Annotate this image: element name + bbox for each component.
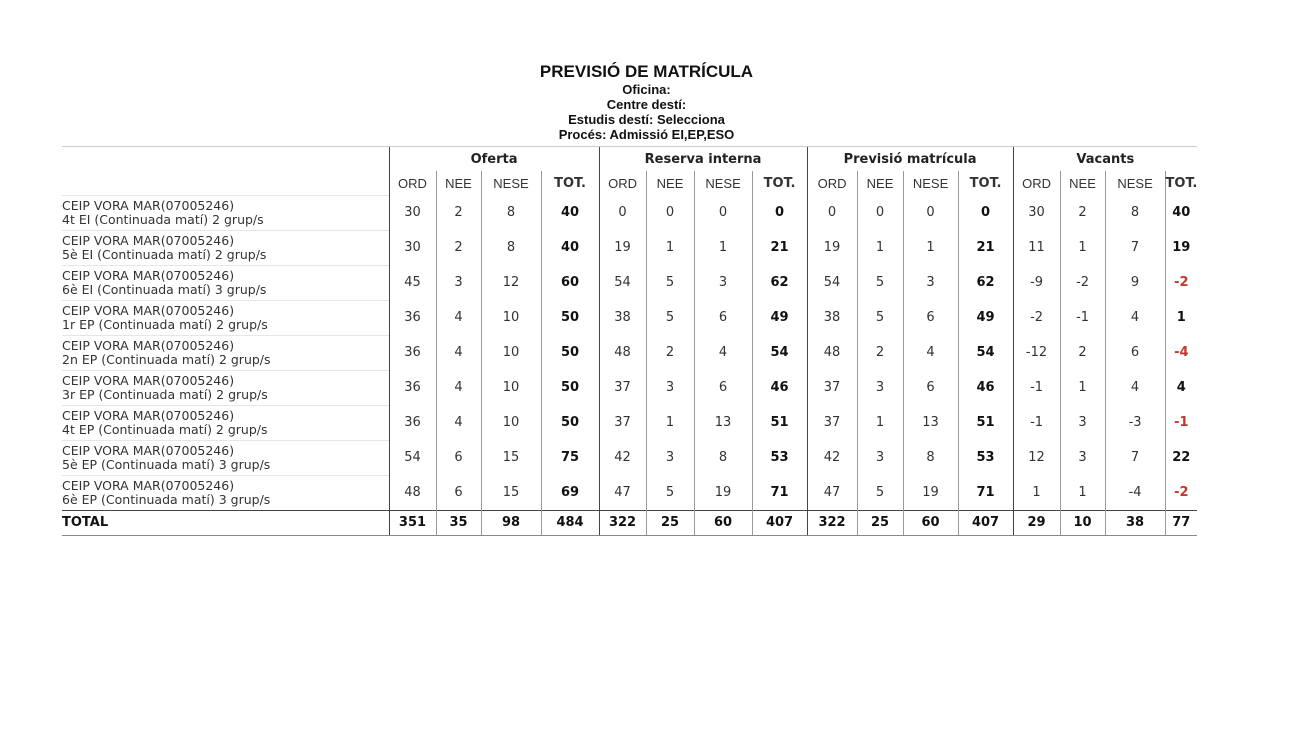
cell-vacants-tot: 4 <box>1165 370 1197 405</box>
cell-oferta-nese: 15 <box>481 440 541 475</box>
cell-reserva-interna-ord: 37 <box>599 370 646 405</box>
cell-previsio-matricula-ord: 38 <box>807 300 857 335</box>
table-row <box>62 405 1197 440</box>
cell-previsio-matricula-nee: 5 <box>857 475 903 510</box>
cell-reserva-interna-nee: 5 <box>646 475 694 510</box>
row-school-name: CEIP VORA MAR(07005246) <box>62 232 235 248</box>
cell-previsio-matricula-ord: 19 <box>807 230 857 265</box>
cell-previsio-matricula-nee: 0 <box>857 195 903 230</box>
proces-label: Procés: Admissió EI,EP,ESO <box>558 127 735 142</box>
cell-oferta-nee: 3 <box>436 265 481 300</box>
column-header-reserva-interna-nese: NESE <box>694 171 752 195</box>
table-row <box>62 265 1197 300</box>
total-row <box>62 510 1197 535</box>
cell-previsio-matricula-nese: 13 <box>903 405 958 440</box>
cell-oferta-nese: 98 <box>481 510 541 535</box>
group-header-vacants: Vacants <box>1013 147 1197 172</box>
row-label <box>62 405 389 440</box>
cell-oferta-ord: 36 <box>389 300 436 335</box>
column-header-vacants-tot: TOT. <box>1165 171 1197 195</box>
row-label <box>62 195 389 230</box>
cell-vacants-tot: -4 <box>1165 335 1197 370</box>
cell-oferta-nese: 10 <box>481 300 541 335</box>
row-course-description: 1r EP (Continuada matí) 2 grup/s <box>62 316 268 332</box>
column-header-oferta-nese: NESE <box>481 171 541 195</box>
cell-oferta-ord: 45 <box>389 265 436 300</box>
table-row <box>62 300 1197 335</box>
cell-previsio-matricula-tot: 53 <box>958 440 1013 475</box>
row-school-name: CEIP VORA MAR(07005246) <box>62 197 235 213</box>
cell-previsio-matricula-tot: 51 <box>958 405 1013 440</box>
cell-reserva-interna-tot: 62 <box>752 265 807 300</box>
cell-previsio-matricula-ord: 54 <box>807 265 857 300</box>
row-label <box>62 335 389 370</box>
cell-oferta-nese: 10 <box>481 370 541 405</box>
row-label <box>62 440 389 475</box>
cell-previsio-matricula-nee: 2 <box>857 335 903 370</box>
cell-vacants-tot: 77 <box>1165 510 1197 535</box>
column-header-previsio-matricula-ord: ORD <box>807 171 857 195</box>
cell-oferta-ord: 351 <box>389 510 436 535</box>
cell-previsio-matricula-tot: 71 <box>958 475 1013 510</box>
cell-reserva-interna-ord: 54 <box>599 265 646 300</box>
cell-previsio-matricula-nee: 1 <box>857 230 903 265</box>
cell-oferta-nee: 4 <box>436 335 481 370</box>
cell-oferta-ord: 36 <box>389 370 436 405</box>
cell-reserva-interna-ord: 19 <box>599 230 646 265</box>
cell-oferta-tot: 50 <box>541 370 599 405</box>
column-header-reserva-interna-ord: ORD <box>599 171 646 195</box>
column-header-vacants-nee: NEE <box>1060 171 1105 195</box>
cell-previsio-matricula-tot: 54 <box>958 335 1013 370</box>
cell-oferta-nese: 10 <box>481 335 541 370</box>
column-header-oferta-tot: TOT. <box>541 171 599 195</box>
cell-previsio-matricula-ord: 48 <box>807 335 857 370</box>
cell-previsio-matricula-nese: 6 <box>903 300 958 335</box>
cell-vacants-ord: -12 <box>1013 335 1060 370</box>
cell-previsio-matricula-nee: 3 <box>857 370 903 405</box>
column-header-vacants-ord: ORD <box>1013 171 1060 195</box>
cell-vacants-nese: -3 <box>1105 405 1165 440</box>
report-header <box>0 62 1293 142</box>
table-row <box>62 230 1197 265</box>
row-school-name: CEIP VORA MAR(07005246) <box>62 477 235 493</box>
cell-reserva-interna-nese: 19 <box>694 475 752 510</box>
cell-reserva-interna-ord: 322 <box>599 510 646 535</box>
cell-vacants-nese: 7 <box>1105 440 1165 475</box>
cell-vacants-nee: 10 <box>1060 510 1105 535</box>
cell-oferta-tot: 50 <box>541 335 599 370</box>
estudis-label: Estudis destí: Selecciona <box>568 112 725 127</box>
cell-vacants-ord: -9 <box>1013 265 1060 300</box>
row-course-description: 5è EP (Continuada matí) 3 grup/s <box>62 456 271 472</box>
cell-reserva-interna-ord: 42 <box>599 440 646 475</box>
cell-oferta-nee: 4 <box>436 300 481 335</box>
cell-vacants-nese: 9 <box>1105 265 1165 300</box>
cell-reserva-interna-tot: 0 <box>752 195 807 230</box>
label-header-blank <box>62 147 389 172</box>
row-label <box>62 475 389 510</box>
cell-vacants-ord: -1 <box>1013 370 1060 405</box>
cell-vacants-nese: 7 <box>1105 230 1165 265</box>
row-label <box>62 265 389 300</box>
cell-oferta-tot: 40 <box>541 230 599 265</box>
cell-previsio-matricula-nese: 1 <box>903 230 958 265</box>
cell-previsio-matricula-nee: 5 <box>857 265 903 300</box>
cell-previsio-matricula-nese: 19 <box>903 475 958 510</box>
cell-vacants-nee: 1 <box>1060 475 1105 510</box>
cell-reserva-interna-tot: 49 <box>752 300 807 335</box>
cell-vacants-nee: 2 <box>1060 195 1105 230</box>
cell-vacants-nese: 6 <box>1105 335 1165 370</box>
group-header-oferta: Oferta <box>389 147 599 172</box>
cell-oferta-nese: 8 <box>481 195 541 230</box>
column-header-reserva-interna-tot: TOT. <box>752 171 807 195</box>
cell-reserva-interna-nese: 6 <box>694 370 752 405</box>
cell-reserva-interna-nese: 6 <box>694 300 752 335</box>
cell-reserva-interna-nee: 1 <box>646 230 694 265</box>
cell-oferta-ord: 36 <box>389 405 436 440</box>
cell-reserva-interna-ord: 0 <box>599 195 646 230</box>
cell-reserva-interna-nese: 8 <box>694 440 752 475</box>
row-school-name: CEIP VORA MAR(07005246) <box>62 372 235 388</box>
cell-oferta-tot: 75 <box>541 440 599 475</box>
row-school-name: CEIP VORA MAR(07005246) <box>62 337 235 353</box>
group-header-row <box>62 147 1197 172</box>
cell-reserva-interna-nese: 1 <box>694 230 752 265</box>
cell-reserva-interna-nese: 4 <box>694 335 752 370</box>
table-row <box>62 475 1197 510</box>
row-course-description: 4t EI (Continuada matí) 2 grup/s <box>62 211 264 227</box>
cell-previsio-matricula-nese: 8 <box>903 440 958 475</box>
cell-oferta-nee: 35 <box>436 510 481 535</box>
cell-reserva-interna-nee: 3 <box>646 370 694 405</box>
cell-oferta-tot: 484 <box>541 510 599 535</box>
cell-reserva-interna-nese: 3 <box>694 265 752 300</box>
row-school-name: CEIP VORA MAR(07005246) <box>62 442 235 458</box>
cell-reserva-interna-ord: 38 <box>599 300 646 335</box>
cell-vacants-ord: 12 <box>1013 440 1060 475</box>
cell-reserva-interna-tot: 54 <box>752 335 807 370</box>
cell-previsio-matricula-tot: 62 <box>958 265 1013 300</box>
row-course-description: 2n EP (Continuada matí) 2 grup/s <box>62 351 271 367</box>
cell-previsio-matricula-nee: 1 <box>857 405 903 440</box>
cell-vacants-nee: 3 <box>1060 405 1105 440</box>
cell-oferta-nee: 4 <box>436 370 481 405</box>
cell-vacants-tot: -2 <box>1165 265 1197 300</box>
cell-oferta-ord: 48 <box>389 475 436 510</box>
cell-vacants-ord: -1 <box>1013 405 1060 440</box>
cell-previsio-matricula-ord: 37 <box>807 405 857 440</box>
total-label: TOTAL <box>62 510 389 535</box>
cell-vacants-nese: 8 <box>1105 195 1165 230</box>
cell-vacants-tot: 22 <box>1165 440 1197 475</box>
cell-vacants-nee: 2 <box>1060 335 1105 370</box>
cell-previsio-matricula-nese: 60 <box>903 510 958 535</box>
column-header-previsio-matricula-nese: NESE <box>903 171 958 195</box>
oficina-label: Oficina: <box>622 82 671 97</box>
report-title: PREVISIÓ DE MATRÍCULA <box>539 62 754 81</box>
cell-vacants-nee: 3 <box>1060 440 1105 475</box>
cell-vacants-ord: 1 <box>1013 475 1060 510</box>
cell-vacants-tot: 1 <box>1165 300 1197 335</box>
enrollment-table <box>62 146 1197 536</box>
centre-label: Centre destí: <box>606 97 687 112</box>
cell-oferta-nee: 6 <box>436 475 481 510</box>
column-header-reserva-interna-nee: NEE <box>646 171 694 195</box>
cell-oferta-nee: 2 <box>436 195 481 230</box>
cell-reserva-interna-nese: 13 <box>694 405 752 440</box>
cell-reserva-interna-tot: 21 <box>752 230 807 265</box>
cell-previsio-matricula-ord: 42 <box>807 440 857 475</box>
cell-vacants-nese: 4 <box>1105 370 1165 405</box>
cell-oferta-tot: 40 <box>541 195 599 230</box>
cell-oferta-ord: 36 <box>389 335 436 370</box>
cell-vacants-nee: 1 <box>1060 370 1105 405</box>
cell-vacants-ord: -2 <box>1013 300 1060 335</box>
cell-previsio-matricula-tot: 0 <box>958 195 1013 230</box>
cell-previsio-matricula-nese: 4 <box>903 335 958 370</box>
cell-reserva-interna-nee: 2 <box>646 335 694 370</box>
cell-vacants-nese: 38 <box>1105 510 1165 535</box>
cell-oferta-nee: 6 <box>436 440 481 475</box>
cell-previsio-matricula-nese: 0 <box>903 195 958 230</box>
label-header-blank <box>62 171 389 195</box>
group-header-reserva-interna: Reserva interna <box>599 147 807 172</box>
row-school-name: CEIP VORA MAR(07005246) <box>62 407 235 423</box>
cell-oferta-tot: 50 <box>541 405 599 440</box>
cell-reserva-interna-nee: 1 <box>646 405 694 440</box>
cell-reserva-interna-nee: 5 <box>646 300 694 335</box>
cell-oferta-tot: 69 <box>541 475 599 510</box>
row-label <box>62 230 389 265</box>
cell-previsio-matricula-ord: 0 <box>807 195 857 230</box>
cell-previsio-matricula-tot: 21 <box>958 230 1013 265</box>
cell-vacants-nee: -1 <box>1060 300 1105 335</box>
cell-reserva-interna-nee: 5 <box>646 265 694 300</box>
cell-previsio-matricula-nee: 3 <box>857 440 903 475</box>
table-row <box>62 335 1197 370</box>
row-school-name: CEIP VORA MAR(07005246) <box>62 267 235 283</box>
column-header-previsio-matricula-nee: NEE <box>857 171 903 195</box>
cell-vacants-tot: 40 <box>1165 195 1197 230</box>
cell-vacants-nese: 4 <box>1105 300 1165 335</box>
group-header-previsio-matricula: Previsió matrícula <box>807 147 1013 172</box>
cell-previsio-matricula-tot: 407 <box>958 510 1013 535</box>
cell-oferta-nese: 15 <box>481 475 541 510</box>
cell-oferta-tot: 60 <box>541 265 599 300</box>
cell-vacants-nee: -2 <box>1060 265 1105 300</box>
cell-oferta-nese: 8 <box>481 230 541 265</box>
cell-vacants-tot: -2 <box>1165 475 1197 510</box>
row-course-description: 6è EP (Continuada matí) 3 grup/s <box>62 491 271 507</box>
row-course-description: 3r EP (Continuada matí) 2 grup/s <box>62 386 268 402</box>
cell-reserva-interna-nee: 25 <box>646 510 694 535</box>
cell-reserva-interna-ord: 48 <box>599 335 646 370</box>
cell-vacants-ord: 11 <box>1013 230 1060 265</box>
cell-oferta-nese: 12 <box>481 265 541 300</box>
table-row <box>62 370 1197 405</box>
cell-reserva-interna-ord: 47 <box>599 475 646 510</box>
table-row <box>62 440 1197 475</box>
column-header-vacants-nese: NESE <box>1105 171 1165 195</box>
cell-vacants-nee: 1 <box>1060 230 1105 265</box>
cell-reserva-interna-nee: 0 <box>646 195 694 230</box>
cell-reserva-interna-tot: 407 <box>752 510 807 535</box>
cell-oferta-tot: 50 <box>541 300 599 335</box>
cell-previsio-matricula-tot: 46 <box>958 370 1013 405</box>
row-course-description: 6è EI (Continuada matí) 3 grup/s <box>62 281 267 297</box>
table-row <box>62 195 1197 230</box>
row-label <box>62 300 389 335</box>
cell-vacants-tot: 19 <box>1165 230 1197 265</box>
cell-vacants-ord: 30 <box>1013 195 1060 230</box>
column-header-previsio-matricula-tot: TOT. <box>958 171 1013 195</box>
cell-oferta-ord: 30 <box>389 195 436 230</box>
cell-oferta-nese: 10 <box>481 405 541 440</box>
cell-reserva-interna-ord: 37 <box>599 405 646 440</box>
cell-previsio-matricula-ord: 37 <box>807 370 857 405</box>
cell-previsio-matricula-ord: 322 <box>807 510 857 535</box>
cell-reserva-interna-nee: 3 <box>646 440 694 475</box>
cell-vacants-tot: -1 <box>1165 405 1197 440</box>
cell-previsio-matricula-tot: 49 <box>958 300 1013 335</box>
row-course-description: 4t EP (Continuada matí) 2 grup/s <box>62 421 268 437</box>
cell-previsio-matricula-nee: 25 <box>857 510 903 535</box>
table-body <box>62 195 1197 535</box>
cell-reserva-interna-tot: 46 <box>752 370 807 405</box>
cell-previsio-matricula-ord: 47 <box>807 475 857 510</box>
cell-previsio-matricula-nee: 5 <box>857 300 903 335</box>
cell-previsio-matricula-nese: 3 <box>903 265 958 300</box>
cell-vacants-ord: 29 <box>1013 510 1060 535</box>
cell-oferta-nee: 2 <box>436 230 481 265</box>
cell-reserva-interna-tot: 71 <box>752 475 807 510</box>
row-school-name: CEIP VORA MAR(07005246) <box>62 302 235 318</box>
cell-oferta-ord: 54 <box>389 440 436 475</box>
row-course-description: 5è EI (Continuada matí) 2 grup/s <box>62 246 267 262</box>
row-label <box>62 370 389 405</box>
cell-reserva-interna-nese: 0 <box>694 195 752 230</box>
cell-oferta-ord: 30 <box>389 230 436 265</box>
column-header-oferta-ord: ORD <box>389 171 436 195</box>
cell-reserva-interna-nese: 60 <box>694 510 752 535</box>
cell-reserva-interna-tot: 51 <box>752 405 807 440</box>
column-header-row <box>62 171 1197 195</box>
column-header-oferta-nee: NEE <box>436 171 481 195</box>
cell-previsio-matricula-nese: 6 <box>903 370 958 405</box>
cell-vacants-nese: -4 <box>1105 475 1165 510</box>
cell-oferta-nee: 4 <box>436 405 481 440</box>
cell-reserva-interna-tot: 53 <box>752 440 807 475</box>
